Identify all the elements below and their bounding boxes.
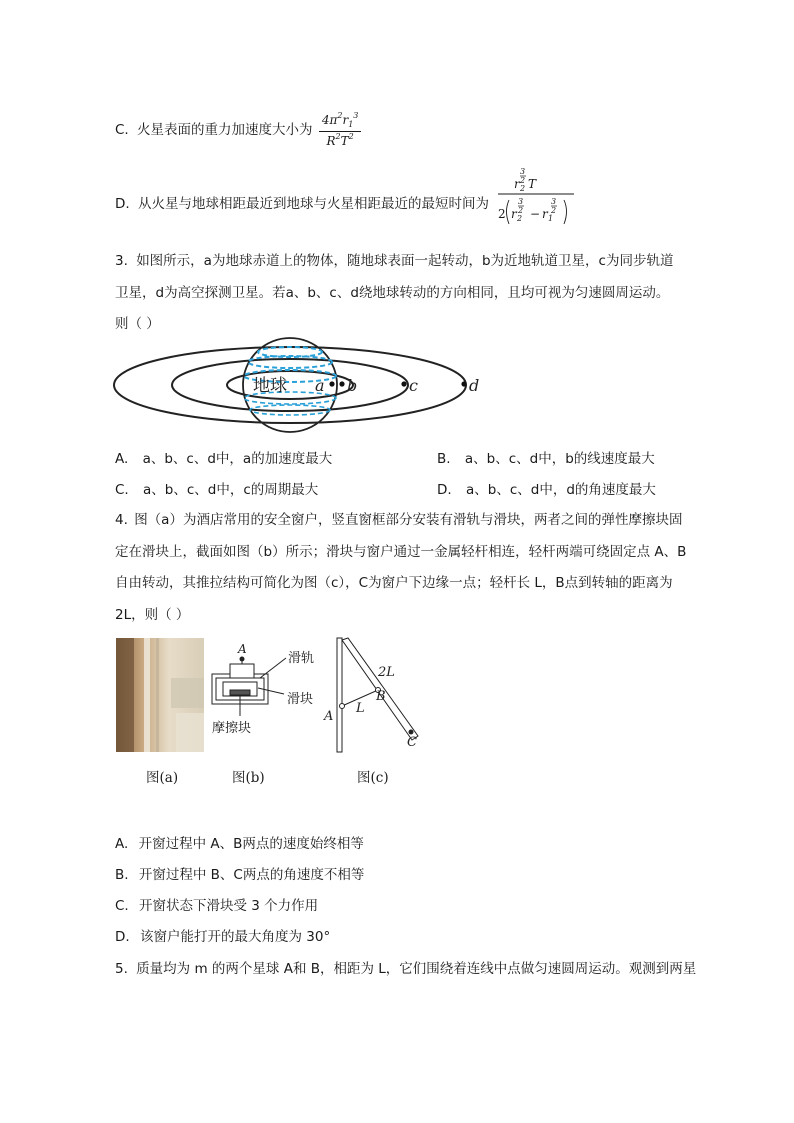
fig-c-label-B: B bbox=[376, 689, 386, 704]
svg-text:3: 3 bbox=[520, 167, 526, 176]
q3-option-b-label: B. bbox=[437, 451, 451, 467]
q3-option-c[interactable] bbox=[115, 478, 318, 498]
q4-option-b-text: 开窗过程中 B、C两点的角速度不相等 bbox=[138, 867, 365, 883]
q4-option-a[interactable] bbox=[115, 832, 364, 852]
q4-number: 4. bbox=[115, 512, 128, 528]
q3-option-c-text: a、b、c、d中，c的周期最大 bbox=[143, 482, 319, 498]
q3-option-d[interactable] bbox=[437, 478, 656, 498]
q3-line2: 卫星，d为高空探测卫星。若a、b、c、d绕地球转动的方向相同，且均可视为匀速圆周运动。 bbox=[115, 285, 670, 301]
q5-text: 质量均为 m 的两个星球 A和 B，相距为 L，它们围绕着连线中点做匀速圆周运动。观测到两星 bbox=[136, 961, 697, 977]
option-c-text: 火星表面的重力加速度大小为 bbox=[137, 121, 313, 138]
fig-c-label-2L: 2L bbox=[378, 665, 395, 680]
option-c-label: C. bbox=[115, 121, 129, 138]
q4-option-b[interactable] bbox=[115, 863, 364, 883]
svg-text:2: 2 bbox=[520, 184, 526, 193]
q4-line3: 自由转动，其推拉结构可简化为图（c），C为窗户下边缘一点；轻杆长 L，B点到转轴的距离为 bbox=[115, 575, 673, 591]
svg-text:r: r bbox=[514, 177, 520, 191]
fig-c-label-L: L bbox=[356, 701, 365, 716]
svg-text:3: 3 bbox=[551, 197, 557, 206]
q3-number: 3. bbox=[115, 253, 128, 269]
q4-option-d[interactable] bbox=[115, 925, 330, 945]
q4-option-b-label: B. bbox=[115, 867, 129, 883]
svg-text:2: 2 bbox=[520, 176, 526, 185]
fig-c-label-A: A bbox=[324, 709, 334, 724]
q3-option-b-text: a、b、c、d中，b的线速度最大 bbox=[464, 451, 655, 467]
figure-c-diagram bbox=[318, 636, 428, 760]
option-d-label: D. bbox=[115, 196, 130, 212]
q4-option-c[interactable] bbox=[115, 894, 318, 914]
svg-text:−: − bbox=[530, 207, 541, 221]
label-slider: 滑块 bbox=[287, 692, 314, 707]
svg-text:2: 2 bbox=[551, 206, 557, 215]
q4-line1 bbox=[115, 508, 682, 528]
point-a-label: a bbox=[315, 376, 325, 395]
svg-text:1: 1 bbox=[548, 214, 554, 223]
svg-text:T: T bbox=[528, 177, 537, 191]
q5-line1 bbox=[115, 957, 696, 977]
q4-option-c-label: C. bbox=[115, 898, 129, 914]
option-d-text: 从火星与地球相距最近到地球与火星相距最近的最短时间为 bbox=[137, 196, 489, 212]
q4-option-a-text: 开窗过程中 A、B两点的速度始终相等 bbox=[138, 836, 364, 852]
q4-option-a-label: A. bbox=[115, 836, 129, 852]
q5-number: 5. bbox=[115, 961, 128, 977]
q3-option-a[interactable] bbox=[115, 447, 332, 467]
q3-option-d-label: D. bbox=[437, 482, 452, 498]
label-rail: 滑轨 bbox=[288, 651, 315, 666]
earth-label: 地球 bbox=[253, 376, 287, 396]
q4-option-c-text: 开窗状态下滑块受 3 个力作用 bbox=[139, 898, 319, 914]
window-photo bbox=[116, 638, 204, 752]
option-c-formula: $\frac{4\pi^2r_1^3}{R^2T^2}$ bbox=[319, 112, 362, 148]
q4-option-d-label: D. bbox=[115, 929, 130, 945]
q3-option-d-text: a、b、c、d中，d的角速度最大 bbox=[465, 482, 656, 498]
q3-option-a-text: a、b、c、d中，a的加速度最大 bbox=[142, 451, 333, 467]
q3-option-a-label: A. bbox=[115, 451, 129, 467]
svg-text:2: 2 bbox=[518, 206, 524, 215]
point-d-label: d bbox=[469, 376, 480, 395]
svg-text:2: 2 bbox=[498, 207, 506, 221]
q3-orbit-figure bbox=[110, 336, 530, 440]
q4-line2: 定在滑块上，截面如图（b）所示；滑块与窗户通过一金属轻杆相连，轻杆两端可绕固定点 A、B bbox=[115, 544, 687, 560]
point-b-label: b bbox=[347, 376, 358, 395]
svg-text:2: 2 bbox=[517, 214, 523, 223]
label-friction: 摩擦块 bbox=[212, 721, 252, 736]
point-c-label: c bbox=[409, 376, 418, 395]
svg-text:r: r bbox=[542, 207, 548, 221]
q3-option-b[interactable] bbox=[437, 447, 655, 467]
q3-line1-text: 如图所示，a为地球赤道上的物体，随地球表面一起转动，b为近地轨道卫星，c为同步轨道 bbox=[136, 253, 674, 269]
q4-line4: 2L，则（ ） bbox=[115, 607, 190, 623]
fig-c-label-C: C bbox=[407, 735, 417, 750]
caption-b: 图(b) bbox=[232, 770, 265, 786]
caption-c: 图(c) bbox=[357, 770, 389, 786]
option-d-row bbox=[115, 192, 489, 212]
option-d-formula bbox=[496, 160, 576, 242]
q4-option-d-text: 该窗户能打开的最大角度为 30° bbox=[139, 929, 331, 945]
fig-b-label-A: A bbox=[238, 642, 247, 656]
q3-option-c-label: C. bbox=[115, 482, 129, 498]
svg-text:r: r bbox=[511, 207, 517, 221]
q3-line3: 则（ ） bbox=[115, 316, 160, 332]
option-c-row bbox=[115, 112, 361, 148]
q4-line1-text: 图（a）为酒店常用的安全窗户，竖直窗框部分安装有滑轨与滑块，两者之间的弹性摩擦块固 bbox=[134, 512, 683, 528]
svg-text:3: 3 bbox=[518, 197, 524, 206]
caption-a: 图(a) bbox=[146, 770, 179, 786]
q3-line1 bbox=[115, 249, 673, 269]
